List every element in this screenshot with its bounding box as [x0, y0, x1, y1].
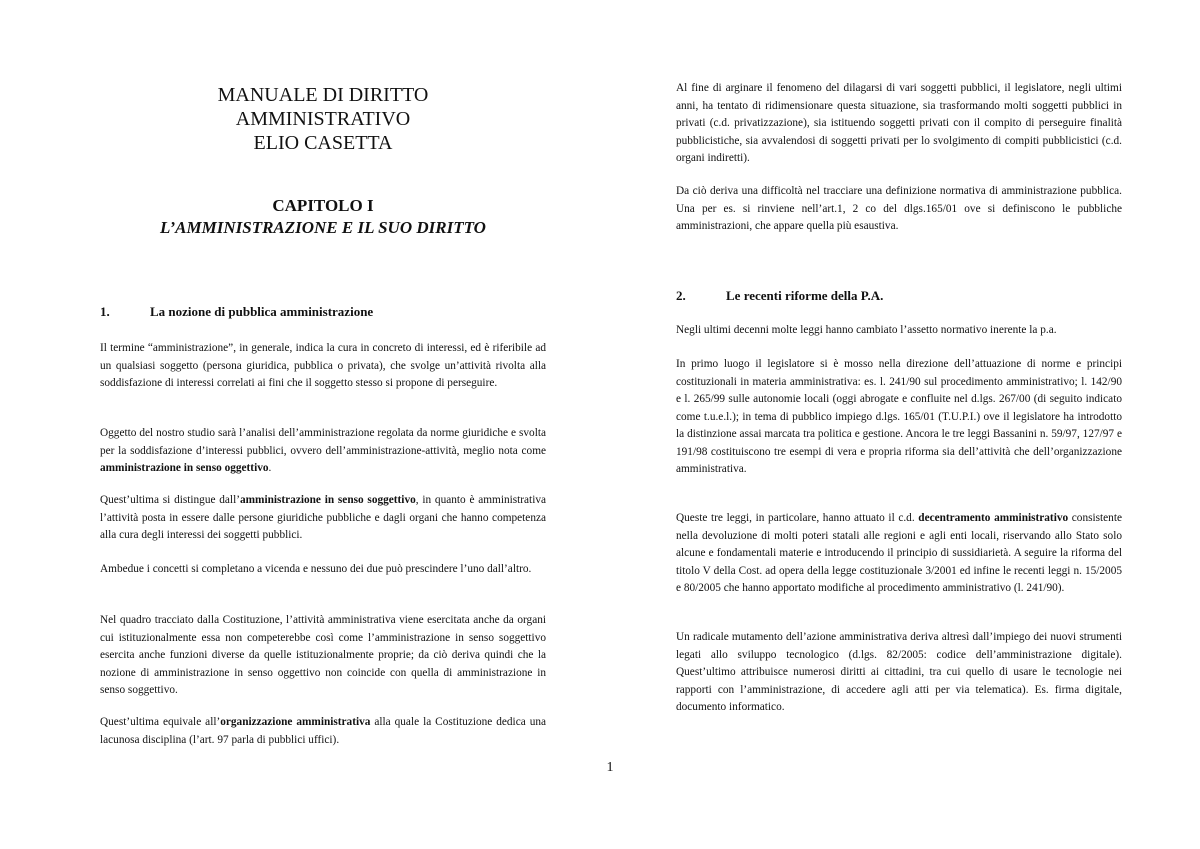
section-2-heading	[676, 287, 883, 305]
bold-term: amministrazione in senso oggettivo	[100, 462, 269, 474]
chapter-heading	[100, 195, 546, 239]
text-run: alla quale la Costituzione dedica una lacunosa disciplina (l’art. 97 parla di pubblici uffici).	[100, 716, 547, 746]
title-line-1: MANUALE DI DIRITTO	[217, 84, 429, 106]
text-run: Quest’ultima si distingue dall’	[100, 494, 240, 506]
text-run: consistente nella devoluzione di molti poteri statali alle regioni e agli enti locali, riservando allo Stato solo alcune e fondamentali materie e introducendo il principio di sussidiarietà. A seguire la riforma del titolo V della Cost. ad opera della legge costituzionale 3/2001 ed infine le recenti leggi n. 15/2005 e 80/2005 che hanno apportato modifiche al procedimento amministrativo (l. 241/90).	[676, 512, 1122, 594]
left-paragraph-1	[100, 340, 546, 393]
paragraph-text	[100, 714, 546, 749]
right-paragraph-5	[676, 510, 1122, 598]
paragraph-text	[100, 425, 546, 478]
left-paragraph-2	[100, 425, 546, 478]
bold-term: amministrazione in senso soggettivo	[239, 494, 416, 506]
left-paragraph-5	[100, 612, 546, 700]
paragraph-text: Da ciò deriva una difficoltà nel tracciare una definizione normativa di amministrazione pubblica. Una per es. si rinviene nell’art.1, 2 co del dlgs.165/01 ove si definiscono le pubbliche amministrazioni, che appare quella più esaustiva.	[676, 185, 1122, 232]
paragraph-text: Ambedue i concetti si completano a vicenda e nessuno dei due può prescindere l’uno dall’altro.	[100, 563, 532, 575]
text-run: Oggetto del nostro studio sarà l’analisi dell’amministrazione regolata da norme giuridiche e svolta per la soddisfazione d’interessi pubblici, ovvero dell’amministrazione-attività, meglio nota come	[100, 427, 546, 457]
chapter-subtitle: L’AMMINISTRAZIONE E IL SUO DIRITTO	[160, 218, 486, 237]
paragraph-text	[676, 510, 1122, 598]
paragraph-text: Un radicale mutamento dell’azione amministrativa deriva altresì dall’impiego dei nuovi strumenti legati allo sviluppo tecnologico (d.lgs. 82/2005: codice dell’amministrazione digitale). Quest’ultimo attribuisce numerosi diritti ai cittadini, tra cui quello di usare le tecnologie nei rapporti con l’amministrazione, di accedere agli atti per via telematica). Es. firma digitale, documento informatico.	[676, 631, 1122, 713]
right-paragraph-1	[676, 80, 1122, 168]
text-run: Queste tre leggi, in particolare, hanno attuato il c.d.	[676, 512, 919, 524]
title-line-2: AMMINISTRATIVO	[235, 108, 411, 130]
section-1-number: 1.	[100, 304, 110, 319]
right-paragraph-3	[676, 322, 1122, 340]
chapter-label: CAPITOLO I	[272, 196, 374, 215]
left-paragraph-3	[100, 492, 546, 545]
text-run: Quest’ultima equivale all’	[100, 716, 221, 728]
section-1-heading	[100, 303, 373, 321]
right-paragraph-6	[676, 629, 1122, 717]
bold-term: decentramento amministrativo	[918, 512, 1069, 524]
paragraph-text: Al fine di arginare il fenomeno del dilagarsi di vari soggetti pubblici, il legislatore, negli ultimi anni, ha tentato di ridimensionare questa situazione, sia trasformando molti soggetti pubblici in privati (c.d. privatizzazione), sia istituendo soggetti privati con il compito di perseguire finalità pubblicistiche, sia avvalendosi di soggetti privati per lo svolgimento di compiti pubblicistici (c.d. organi indiretti).	[676, 82, 1122, 164]
page-number: 1	[606, 760, 614, 775]
section-1-title: La nozione di pubblica amministrazione	[150, 304, 374, 319]
section-2-title: Le recenti riforme della P.A.	[726, 288, 884, 303]
right-paragraph-4	[676, 356, 1122, 479]
paragraph-text: Negli ultimi decenni molte leggi hanno cambiato l’assetto normativo inerente la p.a.	[676, 324, 1057, 336]
right-paragraph-2	[676, 183, 1122, 236]
section-2-number: 2.	[676, 288, 686, 303]
left-paragraph-4	[100, 561, 546, 579]
bold-term: organizzazione amministrativa	[220, 716, 371, 728]
text-run: .	[268, 462, 272, 474]
paragraph-text	[100, 492, 546, 545]
paragraph-text: In primo luogo il legislatore si è mosso nella direzione dell’attuazione di norme e principi costituzionali in materia amministrativa: es. l. 241/90 sul procedimento amministrativo; l. 142/90 e l. 265/99 sulle autonomie locali (oggi abrogate e confluite nel d.lgs. 267/00 (di seguito indicato come t.u.e.l.); in tema di pubblico impiego d.lgs. 165/01 (T.U.P.I.) ove il legislatore ha introdotto la distinzione assai marcata tra politica e gestione. Ancora le tre leggi Bassanini n. 59/97, 127/97 e 191/98 costituiscono tre esempi di vera e propria riforma sia dell’attività che dell’organizzazione amministrativa.	[676, 358, 1122, 475]
document-title	[100, 83, 546, 155]
text-run: , in quanto è amministrativa l’attività posta in essere dalle persone giuridiche pubbliche e dagli organi che hanno competenza alla cura degli interessi dei soggetti pubblici.	[100, 494, 546, 541]
paragraph-text: Il termine “amministrazione”, in generale, indica la cura in concreto di interessi, ed è riferibile ad un qualsiasi soggetto (persona giuridica, pubblica o privata), che svolge un’attività rivolta alla soddisfazione di interessi correlati ai fini che il soggetto stesso si propone di perseguire.	[100, 342, 546, 389]
paragraph-text: Nel quadro tracciato dalla Costituzione, l’attività amministrativa viene esercitata anche da organi cui istituzionalmente essa non competerebbe così come l’amministrazione in senso soggettivo esercita anche funzioni diverse da quelle istituzionalmente proprie; da ciò deriva quindi che la nozione di amministrazione in senso oggettivo non coincide con quella di amministrazione in senso soggettivo.	[100, 614, 546, 696]
title-line-3: ELIO CASETTA	[253, 132, 393, 154]
left-paragraph-6	[100, 714, 546, 749]
